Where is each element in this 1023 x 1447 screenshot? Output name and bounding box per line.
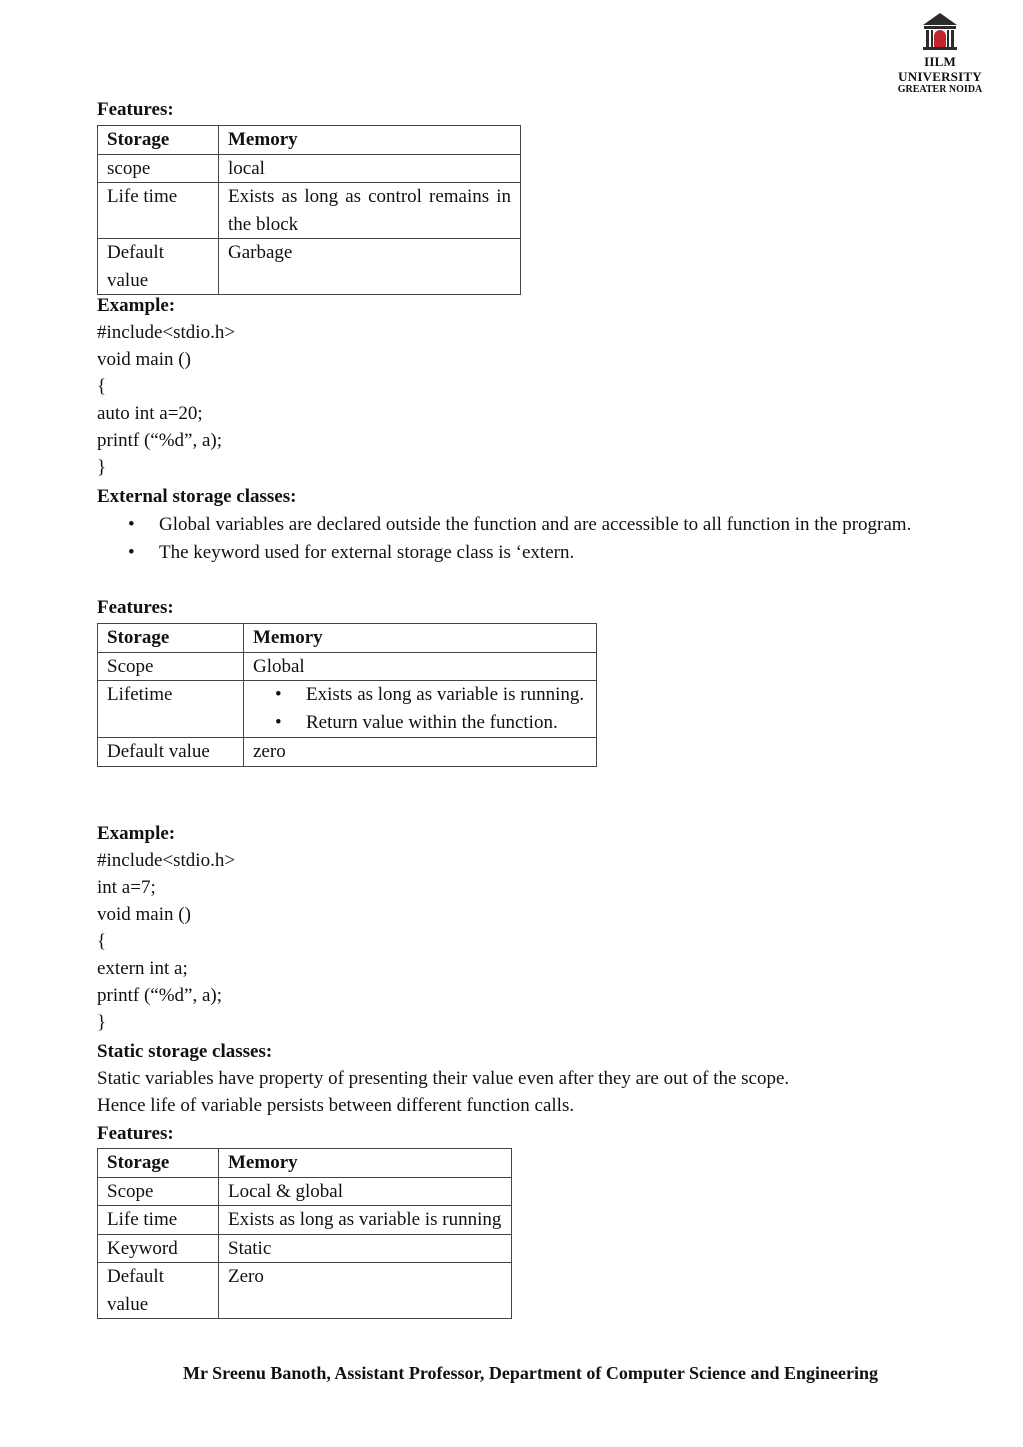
external-storage-heading: External storage classes: [97, 486, 297, 507]
header-cell: Memory [219, 1149, 512, 1178]
table-row [98, 1177, 512, 1206]
table-cell: Life time [98, 1206, 219, 1235]
header-cell: Memory [244, 624, 597, 653]
university-building-icon [921, 12, 959, 52]
table-cell: Garbage [219, 239, 521, 295]
code-line: { [97, 931, 107, 952]
code-line: void main () [97, 904, 191, 925]
table-row [98, 239, 521, 295]
paragraph-line: Static variables have property of presenting their value even after they are out of the scope. [97, 1068, 790, 1089]
static-storage-heading: Static storage classes: [97, 1041, 273, 1062]
external-features-table [97, 623, 597, 767]
code-line: printf (“%d”, a); [97, 985, 223, 1006]
table-cell: Static [219, 1234, 512, 1263]
table-row [98, 1234, 512, 1263]
table-row [98, 652, 597, 681]
auto-features-table [97, 125, 521, 295]
table-cell: Default value [98, 738, 244, 767]
table-row [98, 738, 597, 767]
logo-location: GREATER NOIDA [897, 84, 983, 95]
table-cell: Scope [98, 1177, 219, 1206]
code-line: #include<stdio.h> [97, 322, 236, 343]
header-cell: Storage [98, 1149, 219, 1178]
table-cell: Keyword [98, 1234, 219, 1263]
table-cell: zero [244, 738, 597, 767]
code-line: { [97, 376, 107, 397]
table-cell: Global [244, 652, 597, 681]
code-line: int a=7; [97, 877, 156, 898]
table-row [98, 1206, 512, 1235]
table-row [98, 154, 521, 183]
table-header-row [98, 624, 597, 653]
table-cell: Default value [98, 239, 219, 295]
features-heading-auto: Features: [97, 99, 174, 120]
header-cell: Memory [219, 126, 521, 155]
code-line: extern int a; [97, 958, 188, 979]
paragraph-line: Hence life of variable persists between different function calls. [97, 1095, 575, 1116]
example-heading-auto: Example: [97, 295, 176, 316]
list-item: • Global variables are declared outside the function and are accessible to all function in the program. [128, 511, 925, 539]
university-logo [884, 12, 996, 96]
table-cell: Exists as long as control remains in the block [219, 183, 521, 239]
lifetime-bullet-list [244, 681, 587, 737]
table-cell [244, 681, 597, 738]
header-cell: Storage [98, 126, 219, 155]
code-line: auto int a=20; [97, 403, 203, 424]
table-cell: Lifetime [98, 681, 244, 738]
table-cell: Scope [98, 652, 244, 681]
table-cell: local [219, 154, 521, 183]
table-row [98, 183, 521, 239]
static-features-table [97, 1148, 512, 1319]
page-footer: Mr Sreenu Banoth, Assistant Professor, Department of Computer Science and Engineering [183, 1363, 878, 1383]
table-header-row [98, 126, 521, 155]
code-line: void main () [97, 349, 191, 370]
table-row [98, 1263, 512, 1319]
table-cell: Zero [219, 1263, 512, 1319]
table-cell: scope [98, 154, 219, 183]
features-heading-static: Features: [97, 1123, 174, 1144]
code-line: } [97, 1012, 107, 1033]
table-cell: Life time [98, 183, 219, 239]
table-cell: Exists as long as variable is running [219, 1206, 512, 1235]
code-line: } [97, 457, 107, 478]
example-heading-external: Example: [97, 823, 176, 844]
code-line: printf (“%d”, a); [97, 430, 223, 451]
table-cell: Local & global [219, 1177, 512, 1206]
table-row [98, 681, 597, 738]
header-cell: Storage [98, 624, 244, 653]
features-heading-external: Features: [97, 597, 174, 618]
logo-university-name: IILM UNIVERSITY [898, 54, 982, 84]
code-line: #include<stdio.h> [97, 850, 236, 871]
table-header-row [98, 1149, 512, 1178]
table-cell: Default value [98, 1263, 219, 1319]
external-bullet-list [128, 511, 925, 566]
list-item: • Exists as long as variable is running. [244, 681, 587, 709]
list-item: • Return value within the function. [244, 709, 587, 737]
list-item: • The keyword used for external storage class is ‘extern. [128, 539, 925, 567]
